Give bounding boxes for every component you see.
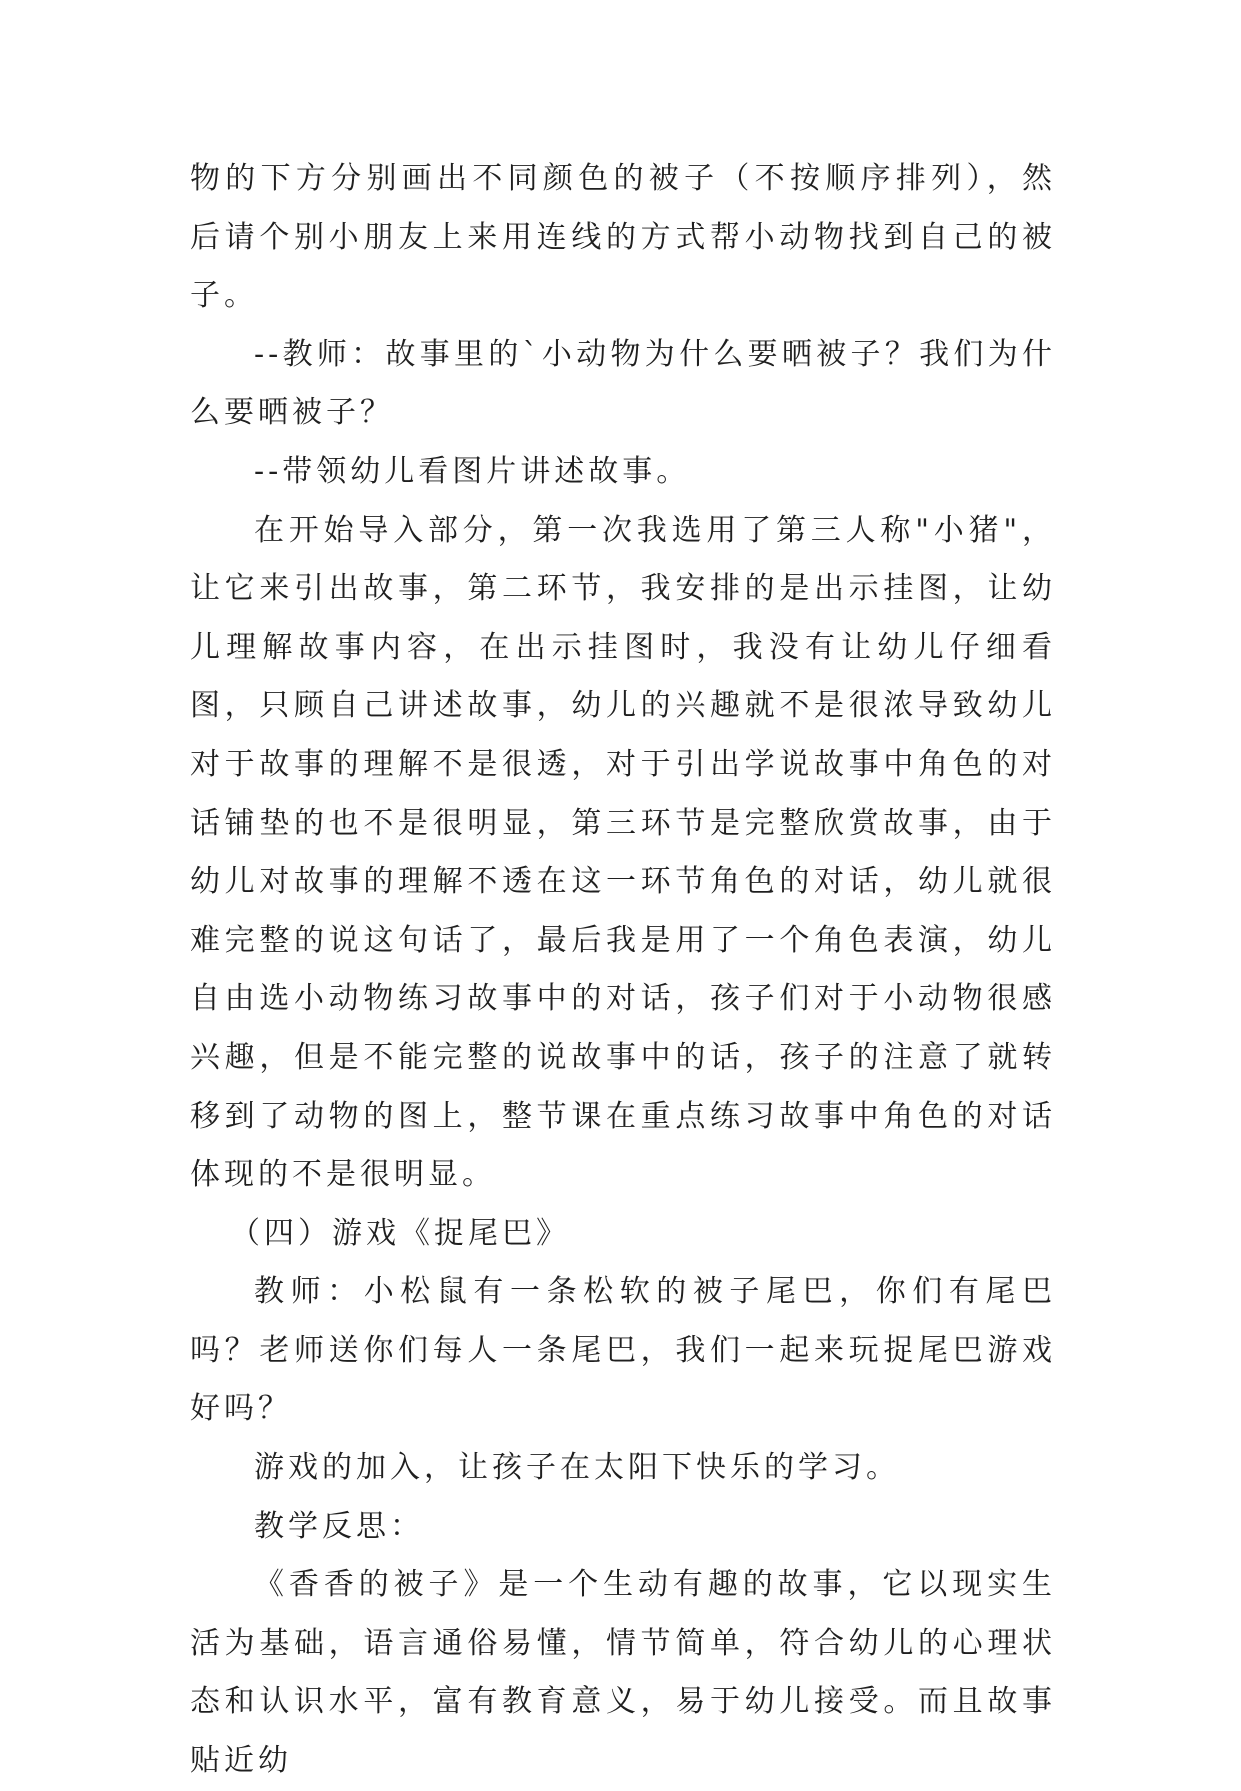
paragraph-teacher-question: --教师：故事里的`小动物为什么要晒被子？我们为什么要晒被子？ (190, 336, 1056, 431)
paragraph-reflection-detail: 在开始导入部分，第一次我选用了第三人称"小猪"，让它来引出故事，第二环节，我安排的是出示挂图，让幼儿理解故事内容，在出示挂图时，我没有让幼儿仔细看图，只顾自己讲述故事，幼儿的兴趣就不是很浓导致幼儿对于故事的理解不是很透，对于引出学说故事中角色的对话铺垫的也不是很明显，第三环节是完整欣赏故事，由于幼儿对故事的理解不透在这一环节角色的对话，幼儿就很难完整的说这句话了，最后我是用了一个角色表演，幼儿自由选小动物练习故事中的对话，孩子们对于小动物很感兴趣，但是不能完整的说故事中的话，孩子的注意了就转移到了动物的图上，整节课在重点练习故事中角色的对话体现的不是很明显。 (190, 512, 1056, 1193)
section-heading-reflection: 教学反思： (254, 1508, 424, 1544)
paragraph-reflection: 《香香的被子》是一个生动有趣的故事，它以现实生活为基础，语言通俗易懂，情节简单，符合幼儿的心理状态和认识水平，富有教育意义，易于幼儿接受。而且故事贴近幼 (190, 1567, 1056, 1779)
section-heading-game: （四）游戏《捉尾巴》 (230, 1215, 570, 1251)
paragraph-continuation: 物的下方分别画出不同颜色的被子（不按顺序排列），然后请个别小朋友上来用连线的方式帮小动物找到自己的被子。 (190, 161, 1056, 314)
paragraph-teacher-game: 教师：小松鼠有一条松软的被子尾巴，你们有尾巴吗？老师送你们每人一条尾巴，我们一起来玩捉尾巴游戏好吗？ (190, 1274, 1056, 1427)
document-page (190, 150, 1056, 1791)
paragraph-game-summary: 游戏的加入，让孩子在太阳下快乐的学习。 (254, 1450, 900, 1486)
paragraph-storytelling: --带领幼儿看图片讲述故事。 (254, 453, 691, 489)
